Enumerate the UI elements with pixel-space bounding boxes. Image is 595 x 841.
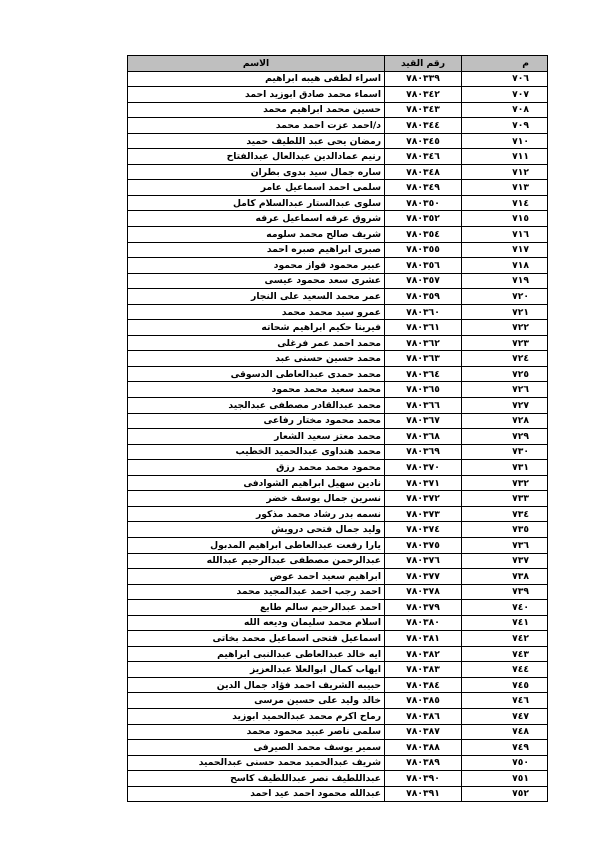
table-row [128,102,548,118]
cell-registration-number: ٧٨٠٣٦٠ [385,304,462,320]
cell-serial: ٧٥٢ [462,786,548,802]
table-row [128,258,548,274]
table-row [128,693,548,709]
cell-name: عبداللطيف نصر عبداللطيف كاسح [128,771,385,787]
table-row [128,771,548,787]
cell-name: د/احمد عزت احمد محمد [128,118,385,134]
cell-name: رمضان يحى عبد اللطيف حميد [128,133,385,149]
table-row [128,211,548,227]
cell-registration-number: ٧٨٠٣٧٣ [385,506,462,522]
cell-registration-number: ٧٨٠٣٤٥ [385,133,462,149]
cell-registration-number: ٧٨٠٣٥٠ [385,195,462,211]
table-row [128,569,548,585]
cell-serial: ٧١١ [462,149,548,165]
cell-registration-number: ٧٨٠٣٤٦ [385,149,462,165]
cell-serial: ٧٤٥ [462,677,548,693]
table-row [128,491,548,507]
cell-name: رنيم عمادالدين عبدالعال عبدالفتاح [128,149,385,165]
cell-registration-number: ٧٨٠٣٦٤ [385,366,462,382]
cell-name: محمد معتز سعيد الشعار [128,429,385,445]
cell-serial: ٧٠٧ [462,87,548,103]
cell-registration-number: ٧٨٠٣٨٦ [385,708,462,724]
cell-registration-number: ٧٨٠٣٧٤ [385,522,462,538]
table-header [128,56,548,72]
cell-serial: ٧٣٥ [462,522,548,538]
cell-registration-number: ٧٨٠٣٧١ [385,475,462,491]
table-row [128,133,548,149]
cell-name: عمر محمد السعيد على النجار [128,289,385,305]
table-row [128,398,548,414]
cell-registration-number: ٧٨٠٣٦١ [385,320,462,336]
cell-registration-number: ٧٨٠٣٥٧ [385,273,462,289]
cell-name: اسلام محمد سليمان وديعه الله [128,615,385,631]
table-body [128,71,548,802]
cell-registration-number: ٧٨٠٣٤٣ [385,102,462,118]
table-row [128,289,548,305]
table-row [128,227,548,243]
cell-serial: ٧٢٢ [462,320,548,336]
table-row [128,195,548,211]
cell-serial: ٧٣٧ [462,553,548,569]
cell-registration-number: ٧٨٠٣٨٤ [385,677,462,693]
table-row [128,429,548,445]
cell-name: شروق عرفه اسماعيل عرفه [128,211,385,227]
header-row [128,56,548,72]
cell-serial: ٧٠٩ [462,118,548,134]
cell-registration-number: ٧٨٠٣٩١ [385,786,462,802]
table-row [128,304,548,320]
table-row [128,724,548,740]
cell-name: سلمى احمد اسماعيل عامر [128,180,385,196]
cell-name: حبيبه الشريف احمد فؤاد جمال الدين [128,677,385,693]
cell-name: صبرى ابراهيم صبره احمد [128,242,385,258]
table-row [128,786,548,802]
cell-registration-number: ٧٨٠٣٦٦ [385,398,462,414]
table-row [128,537,548,553]
table-row [128,677,548,693]
cell-registration-number: ٧٨٠٣٨٠ [385,615,462,631]
cell-name: محمود محمد محمد رزق [128,460,385,476]
cell-serial: ٧٢٧ [462,398,548,414]
cell-registration-number: ٧٨٠٣٥٤ [385,227,462,243]
cell-serial: ٧٤٣ [462,646,548,662]
cell-registration-number: ٧٨٠٣٦٩ [385,444,462,460]
cell-registration-number: ٧٨٠٣٧٧ [385,569,462,585]
cell-name: عشرى سعد محمود عيسى [128,273,385,289]
table-row [128,460,548,476]
cell-serial: ٧١٢ [462,164,548,180]
table-row [128,615,548,631]
table-row [128,662,548,678]
table-row [128,413,548,429]
cell-registration-number: ٧٨٠٣٧٠ [385,460,462,476]
cell-serial: ٧٣٦ [462,537,548,553]
cell-registration-number: ٧٨٠٣٣٩ [385,71,462,87]
cell-serial: ٧٤١ [462,615,548,631]
cell-registration-number: ٧٨٠٣٧٥ [385,537,462,553]
cell-name: وليد جمال فتحى درويش [128,522,385,538]
cell-serial: ٧١٦ [462,227,548,243]
table-row [128,444,548,460]
cell-name: نسرين جمال يوسف خضر [128,491,385,507]
table-row [128,646,548,662]
cell-name: عبير محمود فواز محمود [128,258,385,274]
cell-name: حسين محمد ابراهيم محمد [128,102,385,118]
cell-registration-number: ٧٨٠٣٥٥ [385,242,462,258]
cell-name: ابراهيم سعيد احمد عوض [128,569,385,585]
table-row [128,87,548,103]
cell-serial: ٧١٤ [462,195,548,211]
cell-registration-number: ٧٨٠٣٦٧ [385,413,462,429]
cell-registration-number: ٧٨٠٣٨١ [385,631,462,647]
cell-serial: ٧٣٢ [462,475,548,491]
cell-serial: ٧٣٣ [462,491,548,507]
table-row [128,755,548,771]
cell-serial: ٧٣١ [462,460,548,476]
table-row [128,382,548,398]
cell-serial: ٧٤٤ [462,662,548,678]
cell-name: سلوى عبدالستار عبدالسلام كامل [128,195,385,211]
cell-name: عمرو سيد محمد محمد [128,304,385,320]
table-row [128,553,548,569]
table-row [128,335,548,351]
cell-registration-number: ٧٨٠٣٨٣ [385,662,462,678]
cell-name: اسماء محمد صادق ابوزيد احمد [128,87,385,103]
cell-registration-number: ٧٨٠٣٤٢ [385,87,462,103]
cell-name: عبدالله محمود احمد عيد احمد [128,786,385,802]
cell-serial: ٧٢١ [462,304,548,320]
table-row [128,118,548,134]
cell-registration-number: ٧٨٠٣٦٨ [385,429,462,445]
cell-serial: ٧٢٩ [462,429,548,445]
cell-registration-number: ٧٨٠٣٨٥ [385,693,462,709]
cell-name: ايهاب كمال ابوالعلا عبدالعزيز [128,662,385,678]
cell-registration-number: ٧٨٠٣٥٦ [385,258,462,274]
cell-name: محمد حسين حسنى عبد [128,351,385,367]
table-row [128,475,548,491]
cell-name: اسراء لطفى هيبه ابراهيم [128,71,385,87]
table-row [128,149,548,165]
cell-name: محمد محمود مختار رفاعى [128,413,385,429]
table-row [128,631,548,647]
table-row [128,522,548,538]
table-row [128,320,548,336]
cell-serial: ٧١٩ [462,273,548,289]
cell-registration-number: ٧٨٠٣٥٢ [385,211,462,227]
cell-registration-number: ٧٨٠٣٦٣ [385,351,462,367]
header-registration-number: رقم القيد [385,56,462,72]
cell-name: عبدالرحمن مصطفى عبدالرحيم عبدالله [128,553,385,569]
cell-name: محمد هنداوى عبدالحميد الخطيب [128,444,385,460]
table-row [128,708,548,724]
table-row [128,180,548,196]
cell-registration-number: ٧٨٠٣٨٨ [385,740,462,756]
cell-serial: ٧٤٩ [462,740,548,756]
cell-name: اسماعيل فتحى اسماعيل محمد بخاتى [128,631,385,647]
cell-registration-number: ٧٨٠٣٨٢ [385,646,462,662]
cell-name: شريف عبدالحميد محمد حسنى عبدالحميد [128,755,385,771]
cell-serial: ٧٢٤ [462,351,548,367]
cell-registration-number: ٧٨٠٣٧٩ [385,600,462,616]
cell-registration-number: ٧٨٠٣٨٩ [385,755,462,771]
cell-serial: ٧٣٤ [462,506,548,522]
cell-name: محمد عبدالقادر مصطفى عبدالجيد [128,398,385,414]
cell-name: يارا رفعت عبدالعاطى ابراهيم المدبول [128,537,385,553]
cell-serial: ٧٠٨ [462,102,548,118]
cell-name: شريف صالح محمد سلومه [128,227,385,243]
cell-serial: ٧٢٥ [462,366,548,382]
table-row [128,584,548,600]
cell-serial: ٧٠٦ [462,71,548,87]
cell-serial: ٧٢٣ [462,335,548,351]
table-row [128,740,548,756]
names-table [127,55,548,802]
cell-registration-number: ٧٨٠٣٧٢ [385,491,462,507]
cell-registration-number: ٧٨٠٣٤٨ [385,164,462,180]
cell-serial: ٧٥١ [462,771,548,787]
cell-name: احمد عبدالرحيم سالم طايع [128,600,385,616]
cell-registration-number: ٧٨٠٣٤٩ [385,180,462,196]
cell-serial: ٧٤٢ [462,631,548,647]
cell-registration-number: ٧٨٠٣٧٦ [385,553,462,569]
cell-name: محمد احمد عمر فرغلى [128,335,385,351]
table-row [128,600,548,616]
table-row [128,366,548,382]
table-row [128,71,548,87]
table-row [128,242,548,258]
table-row [128,506,548,522]
cell-serial: ٧٣٩ [462,584,548,600]
cell-name: سلمى ناصر عبيد محمود محمد [128,724,385,740]
cell-serial: ٧١٨ [462,258,548,274]
cell-serial: ٧٢٠ [462,289,548,305]
cell-name: خالد وليد على حسين مرسى [128,693,385,709]
table-row [128,164,548,180]
cell-serial: ٧١٠ [462,133,548,149]
table-row [128,351,548,367]
cell-serial: ٧٤٦ [462,693,548,709]
cell-serial: ٧٤٠ [462,600,548,616]
cell-name: نادين سهيل ابراهيم الشوادفى [128,475,385,491]
cell-serial: ٧١٥ [462,211,548,227]
cell-registration-number: ٧٨٠٣٦٥ [385,382,462,398]
cell-serial: ٧٤٧ [462,708,548,724]
cell-name: ايه خالد عبدالعاطى عبدالنبى ابراهيم [128,646,385,662]
cell-serial: ٧٣٠ [462,444,548,460]
cell-registration-number: ٧٨٠٣٥٩ [385,289,462,305]
cell-name: احمد رجب احمد عبدالمجيد محمد [128,584,385,600]
cell-registration-number: ٧٨٠٣٩٠ [385,771,462,787]
cell-serial: ٧١٧ [462,242,548,258]
cell-name: سمير يوسف محمد الصيرفى [128,740,385,756]
cell-registration-number: ٧٨٠٣٤٤ [385,118,462,134]
header-name: الاسم [128,56,385,72]
cell-name: رماح اكرم محمد عبدالحميد ابوزيد [128,708,385,724]
cell-name: محمد سعيد محمد محمود [128,382,385,398]
cell-serial: ٧٤٨ [462,724,548,740]
cell-registration-number: ٧٨٠٣٧٨ [385,584,462,600]
cell-serial: ٧١٣ [462,180,548,196]
cell-registration-number: ٧٨٠٣٨٧ [385,724,462,740]
cell-serial: ٧٢٦ [462,382,548,398]
cell-serial: ٧٢٨ [462,413,548,429]
cell-name: محمد حمدى عبدالعاطى الدسوقى [128,366,385,382]
cell-name: نسمه بدر رشاد محمد مذكور [128,506,385,522]
cell-registration-number: ٧٨٠٣٦٢ [385,335,462,351]
header-serial: م [462,56,548,72]
cell-name: فيرينا حكيم ابراهيم شحاته [128,320,385,336]
cell-serial: ٧٥٠ [462,755,548,771]
cell-serial: ٧٣٨ [462,569,548,585]
cell-name: ساره جمال سيد بدوى بطران [128,164,385,180]
table-row [128,273,548,289]
